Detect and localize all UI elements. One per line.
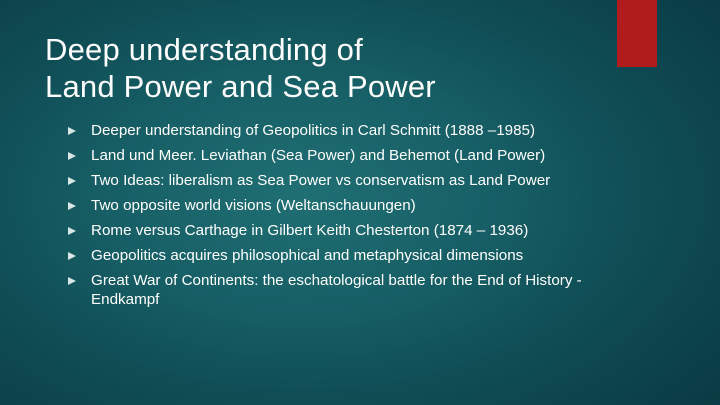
- slide-title: [45, 31, 605, 105]
- bullet-item: [68, 197, 628, 216]
- bullet-item: [68, 247, 628, 266]
- bullet-text: Two opposite world visions (Weltanschauungen): [91, 197, 416, 214]
- triangle-right-icon: [68, 227, 76, 235]
- bullet-item: [68, 222, 628, 241]
- title-line-2: Land Power and Sea Power: [45, 69, 436, 104]
- bullet-text: Rome versus Carthage in Gilbert Keith Chesterton (1874 – 1936): [91, 222, 529, 239]
- triangle-right-icon: [68, 277, 76, 285]
- triangle-right-icon: [68, 177, 76, 185]
- accent-bar: [617, 0, 657, 67]
- bullet-list: [68, 122, 628, 316]
- bullet-text: Two Ideas: liberalism as Sea Power vs conservatism as Land Power: [91, 172, 551, 189]
- triangle-right-icon: [68, 152, 76, 160]
- bullet-text: Great War of Continents: the eschatological battle for the End of History - Endkampf: [91, 272, 582, 308]
- triangle-right-icon: [68, 252, 76, 260]
- bullet-item: [68, 172, 628, 191]
- bullet-item: [68, 147, 628, 166]
- bullet-text: Land und Meer. Leviathan (Sea Power) and Behemot (Land Power): [91, 147, 546, 164]
- title-line-1: Deep understanding of: [45, 32, 363, 67]
- bullet-text: Geopolitics acquires philosophical and metaphysical dimensions: [91, 247, 524, 264]
- triangle-right-icon: [68, 127, 76, 135]
- bullet-item: [68, 122, 628, 141]
- bullet-item: [68, 272, 628, 309]
- bullet-text: Deeper understanding of Geopolitics in Carl Schmitt (1888 –1985): [91, 122, 536, 139]
- triangle-right-icon: [68, 202, 76, 210]
